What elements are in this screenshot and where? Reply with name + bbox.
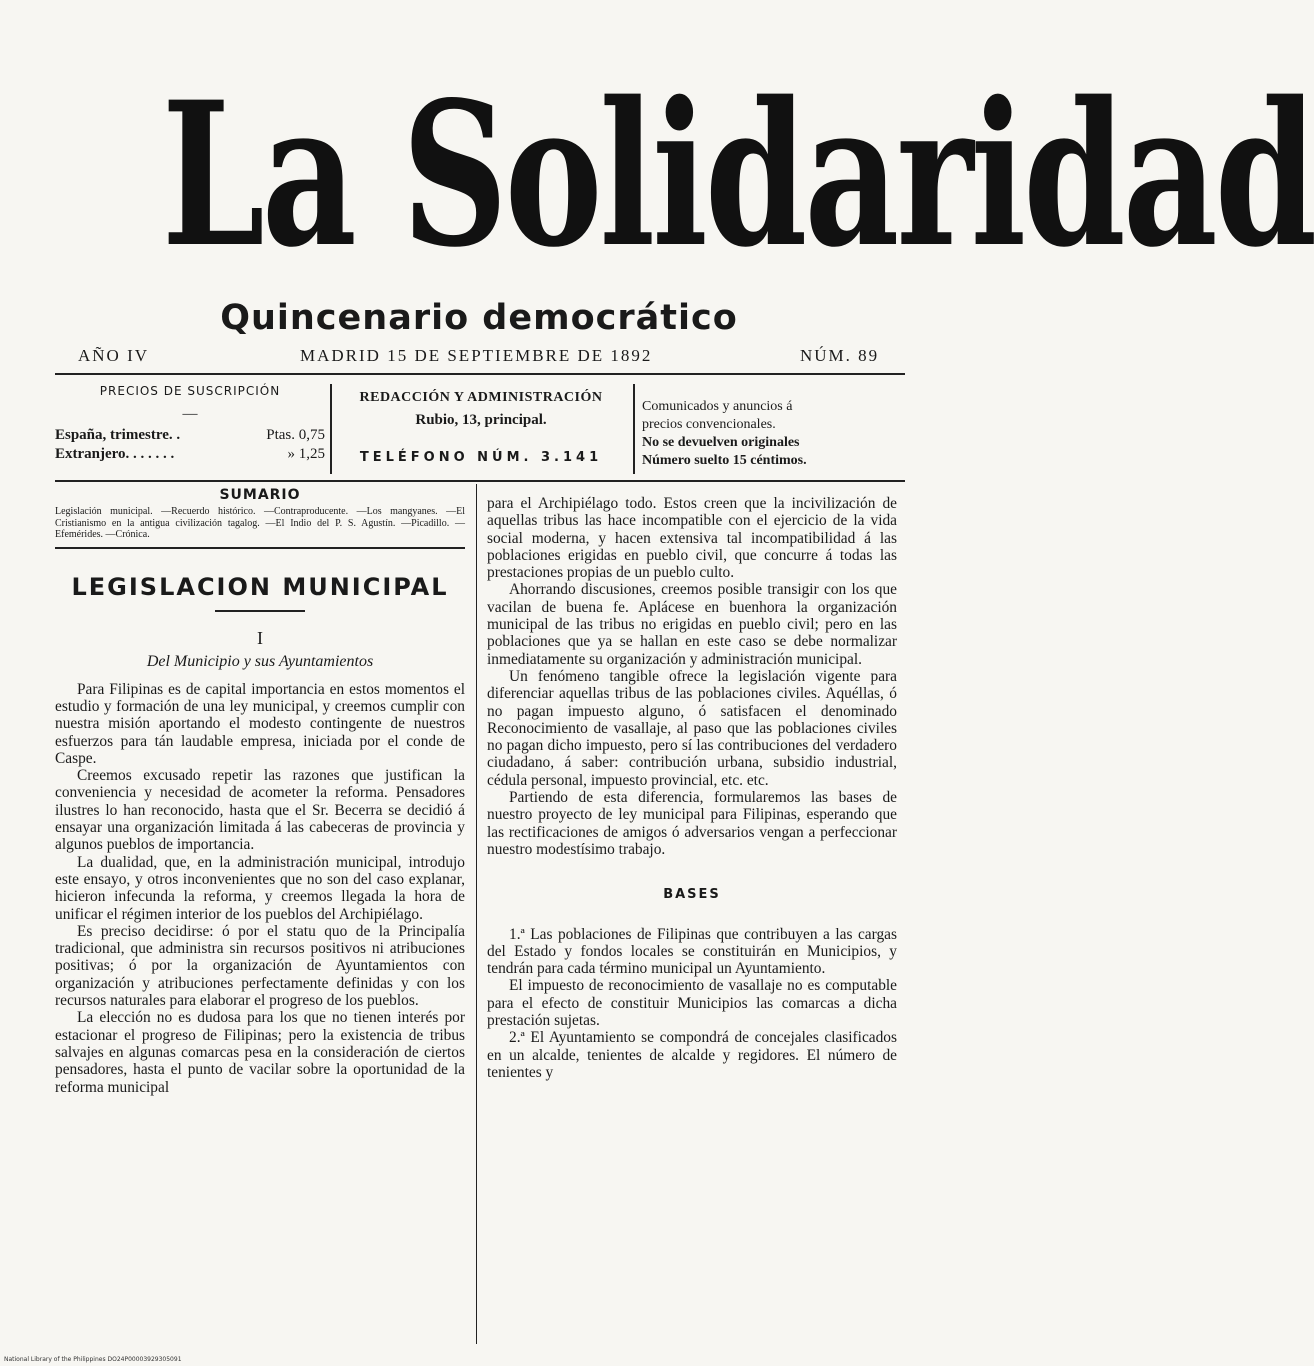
article-paragraph: para el Archipiélago todo. Estos creen que la incivilización de aquellas tribus las hace incompatible con el ejercicio de la vida social moderna, y hacen extensiva tal incompatibilidad á las poblaciones erigidas en pueblo civil, que concurre á todas las prestaciones propias de un pueblo culto.	[487, 495, 897, 582]
redaction-box	[336, 388, 626, 467]
redaction-address: Rubio, 13, principal.	[415, 412, 547, 428]
chapter-heading: Del Municipio y sus Ayuntamientos	[146, 653, 374, 671]
title-rule	[215, 610, 305, 612]
price-row	[55, 426, 325, 445]
article-paragraph: Para Filipinas es de capital importancia en estos momentos el estudio y formación de una ley municipal, y creemos cumplir con nuestra misión aportando el modesto contingente de nuestros esfuerzos para tán laudable empresa, iniciada por el conde de Caspe.	[55, 680, 465, 767]
box-divider	[633, 384, 635, 474]
price-label: Extranjero. . . . . . .	[55, 446, 175, 462]
column-divider	[476, 484, 477, 1344]
notice-line: precios convencionales.	[642, 417, 776, 432]
price-amount: Ptas. 0,75	[266, 427, 325, 443]
right-column	[487, 495, 897, 1081]
sumario-heading: SUMARIO	[219, 487, 301, 503]
masthead-title: La Solidaridad	[161, 58, 1314, 291]
price-row	[55, 445, 325, 464]
sumario-rule	[55, 547, 465, 549]
masthead-subtitle: Quincenario democrático	[220, 298, 738, 338]
box-divider	[330, 384, 332, 474]
subscription-heading: PRECIOS DE SUSCRIPCIÓN	[99, 384, 281, 398]
notice-line: Número suelto 15 céntimos.	[642, 453, 807, 468]
left-column	[55, 487, 465, 1096]
redaction-phone: TELÉFONO NÚM. 3.141	[359, 450, 603, 465]
sumario-text: Legislación municipal. —Recuerdo histórico. —Contraproducente. —Los mangyanes. —El Cristianismo en la antigua civilización tagalog. —El Indio del P. S. Agustín. —Picadillo. —Efemérides. —Crónica.	[55, 506, 465, 541]
notice-line: No se devuelven originales	[642, 435, 800, 450]
subscription-dash: —	[182, 406, 198, 422]
header-rule-bottom	[55, 480, 905, 482]
article-title: LEGISLACION MUNICIPAL	[71, 572, 449, 601]
issue-date: MADRID 15 DE SEPTIEMBRE DE 1892	[300, 346, 653, 365]
price-amount: » 1,25	[287, 446, 325, 462]
article-paragraph: La elección no es dudosa para los que no tienen interés por estacionar el progreso de Filipinas; pero la existencia de tribus salvajes en algunas comarcas pesa en la consideración de ciertos pensadores, hasta el punto de vacilar sobre la oportunidad de la reforma municipal	[55, 1009, 465, 1096]
redaction-heading: REDACCIÓN Y ADMINISTRACIÓN	[359, 390, 603, 405]
article-paragraph: Un fenómeno tangible ofrece la legislación vigente para diferenciar aquellas tribus de las poblaciones civiles. Aquéllas, ó no pagan impuesto alguno, ó satisfacen el denominado Reconocimiento de vasallaje, al paso que las poblaciones civiles no pagan dicho impuesto, pero sí las contribuciones del verdadero ciudadano, á saber: contribución urbana, subsidio industrial, cédula personal, impuesto provincial, etc. etc.	[487, 667, 897, 789]
bases-paragraph: 1.ª Las poblaciones de Filipinas que contribuyen a las cargas del Estado y fondos locales se constituirán en Municipios, y tendrán para cada término municipal un Ayuntamiento.	[487, 925, 897, 978]
article-paragraph: La dualidad, que, en la administración municipal, introdujo este ensayo, y otros inconvenientes que no son del caso explanar, hicieron infecunda la reforma, y creemos llegada la hora de unificar el régimen interior de los pueblos del Archipiélago.	[55, 853, 465, 923]
issue-number: NÚM. 89	[800, 346, 880, 365]
bases-heading: BASES	[663, 887, 721, 903]
notices-box	[642, 398, 902, 470]
article-paragraph: Creemos excusado repetir las razones que justifican la conveniencia y necesidad de acometer la reforma. Pensadores ilustres lo han reconocido, hasta que el Sr. Becerra se decidió á ensayar una organización limitada á las cabeceras de provincia y algunos pueblos de importancia.	[55, 767, 465, 854]
subscription-box	[55, 382, 325, 464]
article-paragraph: Ahorrando discusiones, creemos posible transigir con los que vacilan de buena fe. Aplácese en buenhora la organización municipal de las tribus no erigidas en pueblo civil; pero en las poblaciones que ya se hallan en este caso se debe normalizar inmediatamente su organización y administración municipal.	[487, 581, 897, 668]
library-credit: National Library of the Philippines DO24P00003929305091	[4, 1356, 182, 1363]
article-paragraph: Partiendo de esta diferencia, formularemos las bases de nuestro proyecto de ley municipal para Filipinas, esperando que las rectificaciones de amigos ó adversarios vengan a perfeccionar nuestro modestísimo trabajo.	[487, 789, 897, 858]
article-roman-numeral: I	[257, 628, 263, 649]
issue-year: AÑO IV	[78, 346, 150, 365]
header-rule	[55, 373, 905, 375]
price-label: España, trimestre. .	[55, 427, 181, 443]
bases-paragraph: 2.ª El Ayuntamiento se compondrá de concejales clasificados en un alcalde, tenientes de alcalde y regidores. El número de tenientes y	[487, 1029, 897, 1081]
article-paragraph: Es preciso decidirse: ó por el statu quo de la Principalía tradicional, que administra sin recursos positivos ni atribuciones positivas; ó por la organización de Ayuntamientos con organización y atribuciones perfectamente definidas y con los recursos naturales para elaborar el progreso de los pueblos.	[55, 922, 465, 1010]
bases-paragraph: El impuesto de reconocimiento de vasallaje no es computable para el efecto de constituir Municipios las comarcas a dicha prestación sujetas.	[487, 977, 897, 1030]
notice-line: Comunicados y anuncios á	[642, 399, 793, 414]
